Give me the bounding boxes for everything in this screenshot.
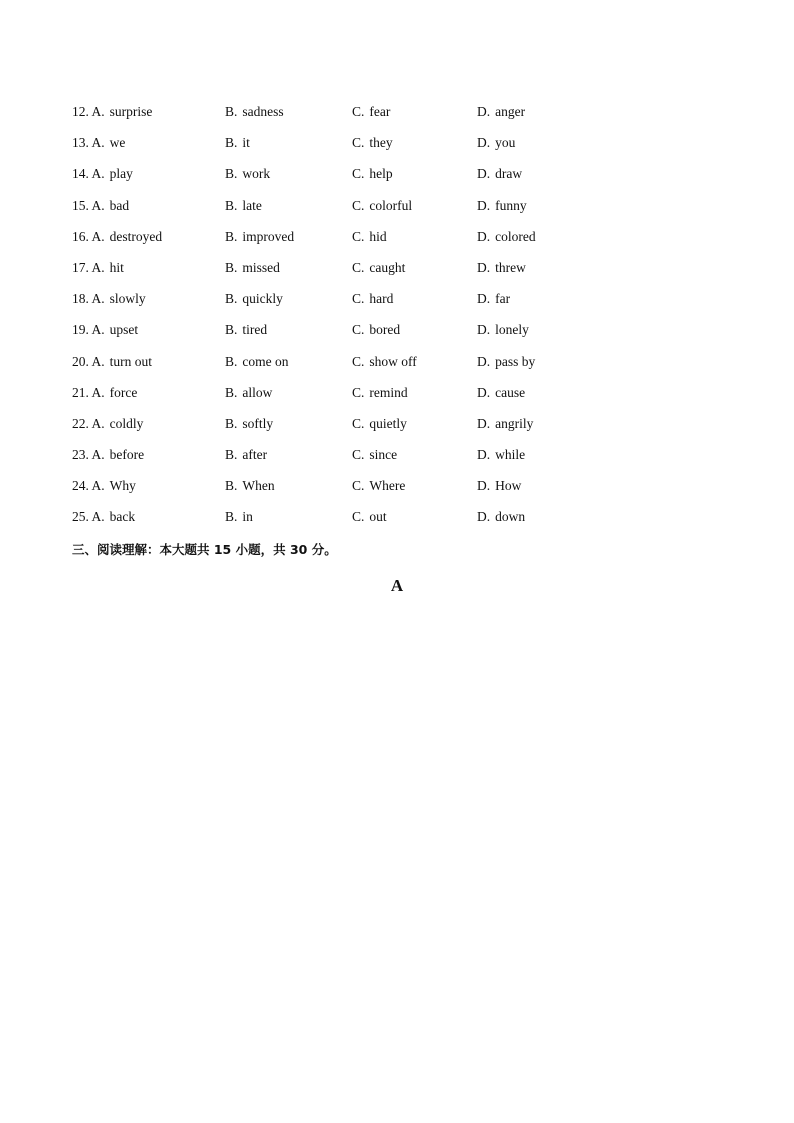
option-c [352, 446, 397, 464]
option-a [72, 477, 136, 495]
option-d [477, 259, 526, 277]
option-text: softly [242, 415, 274, 431]
option-letter: B. [225, 415, 238, 431]
option-b [225, 508, 253, 526]
question-row [72, 446, 712, 477]
option-c [352, 259, 405, 277]
option-letter: A. [91, 259, 105, 275]
option-d [477, 197, 527, 215]
option-text: turn out [109, 353, 153, 369]
option-d [477, 321, 529, 339]
option-letter: A. [91, 447, 105, 463]
option-text: missed [242, 259, 280, 275]
option-text: colorful [369, 197, 413, 213]
question-number: 19. [72, 322, 89, 338]
option-letter: A. [91, 384, 105, 400]
option-letter: B. [225, 166, 238, 182]
question-row [72, 321, 712, 352]
question-number: 13. [72, 135, 89, 151]
question-number: 20. [72, 353, 89, 369]
question-number: 14. [72, 166, 89, 182]
option-text: play [109, 166, 133, 182]
option-text: colored [495, 228, 536, 244]
option-b [225, 384, 272, 402]
option-a [72, 508, 135, 526]
option-b [225, 353, 289, 371]
question-row [72, 165, 712, 196]
option-d [477, 228, 536, 246]
option-c [352, 353, 417, 371]
option-letter: D. [477, 353, 491, 369]
question-row [72, 477, 712, 508]
section-heading: 三、阅读理解：本大题共 15 小题，共 30 分。 [72, 542, 337, 557]
option-a [72, 134, 125, 152]
option-d [477, 477, 521, 495]
option-letter: C. [352, 228, 365, 244]
option-c [352, 228, 387, 246]
option-a [72, 321, 138, 339]
option-text: remind [369, 384, 408, 400]
option-b [225, 165, 270, 183]
option-letter: D. [477, 291, 491, 307]
option-text: caught [369, 259, 406, 275]
option-letter: C. [352, 353, 365, 369]
option-text: help [369, 166, 393, 182]
option-letter: D. [477, 478, 491, 494]
option-b [225, 103, 284, 121]
option-letter: C. [352, 478, 365, 494]
option-text: since [369, 447, 398, 463]
option-letter: C. [352, 415, 365, 431]
option-text: they [369, 135, 393, 151]
option-c [352, 477, 405, 495]
option-text: anger [495, 104, 526, 119]
option-letter: B. [225, 291, 238, 307]
option-text: hid [369, 228, 387, 244]
option-b [225, 477, 275, 495]
option-text: before [109, 447, 145, 463]
option-a [72, 290, 146, 308]
option-letter: B. [225, 447, 238, 463]
option-text: it [242, 135, 250, 151]
option-text: pass by [495, 353, 536, 369]
option-letter: D. [477, 447, 491, 463]
question-row [72, 259, 712, 290]
option-d [477, 103, 525, 121]
question-number: 23. [72, 447, 89, 463]
passage-label: A [390, 576, 404, 595]
option-text: you [495, 135, 516, 151]
question-number: 17. [72, 259, 89, 275]
option-letter: B. [225, 509, 238, 525]
option-text: angrily [495, 415, 534, 431]
option-text: back [109, 509, 136, 525]
option-b [225, 259, 280, 277]
option-letter: A. [91, 197, 105, 213]
option-c [352, 384, 408, 402]
option-text: sadness [242, 104, 284, 119]
option-text: late [242, 197, 262, 213]
option-letter: B. [225, 353, 238, 369]
option-letter: A. [91, 166, 105, 182]
option-d [477, 134, 515, 152]
option-text: force [109, 384, 138, 400]
option-a [72, 165, 133, 183]
question-row [72, 384, 712, 415]
question-row [72, 197, 712, 228]
option-text: destroyed [109, 228, 163, 244]
option-b [225, 228, 294, 246]
option-text: lonely [495, 322, 529, 338]
option-text: hard [369, 291, 394, 307]
option-c [352, 508, 387, 526]
option-letter: C. [352, 259, 365, 275]
option-text: show off [369, 353, 417, 369]
option-letter: A. [91, 415, 105, 431]
option-d [477, 415, 533, 433]
option-text: come on [242, 353, 289, 369]
option-letter: D. [477, 104, 491, 119]
question-row [72, 353, 712, 384]
option-letter: A. [91, 291, 105, 307]
option-text: improved [242, 228, 295, 244]
question-row [72, 508, 712, 539]
option-text: hit [109, 259, 124, 275]
option-letter: D. [477, 509, 491, 525]
option-letter: C. [352, 166, 365, 182]
option-c [352, 134, 393, 152]
question-row [72, 290, 712, 321]
option-letter: A. [91, 135, 105, 151]
question-row [72, 103, 712, 134]
question-number: 24. [72, 478, 89, 494]
option-d [477, 446, 525, 464]
option-text: while [495, 447, 526, 463]
question-number: 12. [72, 104, 89, 119]
option-letter: D. [477, 415, 491, 431]
option-letter: C. [352, 197, 365, 213]
option-b [225, 446, 267, 464]
option-c [352, 197, 412, 215]
question-row [72, 228, 712, 259]
option-letter: B. [225, 259, 238, 275]
option-letter: D. [477, 166, 491, 182]
option-b [225, 197, 262, 215]
option-text: we [109, 135, 126, 151]
option-letter: C. [352, 104, 365, 119]
option-a [72, 228, 162, 246]
option-d [477, 165, 522, 183]
option-a [72, 353, 152, 371]
option-text: funny [495, 197, 527, 213]
option-a [72, 103, 152, 121]
option-text: work [242, 166, 271, 182]
option-letter: A. [91, 509, 105, 525]
option-text: slowly [109, 291, 146, 307]
question-number: 18. [72, 291, 89, 307]
option-c [352, 321, 400, 339]
option-letter: B. [225, 322, 238, 338]
question-number: 15. [72, 197, 89, 213]
question-number: 21. [72, 384, 89, 400]
option-letter: D. [477, 228, 491, 244]
option-text: Why [109, 478, 136, 494]
option-text: draw [495, 166, 523, 182]
option-d [477, 384, 525, 402]
options-list [72, 103, 712, 540]
option-text: in [242, 509, 253, 525]
option-text: bad [109, 197, 130, 213]
option-text: out [369, 509, 387, 525]
option-letter: C. [352, 135, 365, 151]
option-text: coldly [109, 415, 144, 431]
option-text: tired [242, 322, 268, 338]
option-letter: C. [352, 384, 365, 400]
option-b [225, 415, 273, 433]
option-c [352, 165, 393, 183]
option-d [477, 353, 535, 371]
option-d [477, 290, 510, 308]
option-text: bored [369, 322, 401, 338]
option-a [72, 446, 144, 464]
option-letter: C. [352, 509, 365, 525]
option-a [72, 384, 137, 402]
option-letter: D. [477, 197, 491, 213]
option-letter: B. [225, 104, 238, 119]
question-row [72, 134, 712, 165]
question-number: 16. [72, 228, 89, 244]
option-text: How [495, 478, 522, 494]
option-c [352, 103, 390, 121]
option-a [72, 197, 129, 215]
question-row [72, 415, 712, 446]
option-letter: C. [352, 447, 365, 463]
option-text: after [242, 447, 268, 463]
option-letter: D. [477, 384, 491, 400]
option-b [225, 321, 267, 339]
option-b [225, 290, 283, 308]
option-letter: B. [225, 228, 238, 244]
question-number: 22. [72, 415, 89, 431]
option-text: upset [109, 322, 139, 338]
option-text: quietly [369, 415, 407, 431]
option-a [72, 415, 143, 433]
option-a [72, 259, 124, 277]
option-letter: A. [91, 322, 105, 338]
option-letter: B. [225, 478, 238, 494]
option-text: threw [495, 259, 526, 275]
option-c [352, 415, 407, 433]
option-letter: C. [352, 322, 365, 338]
option-text: fear [369, 104, 391, 119]
option-d [477, 508, 525, 526]
option-letter: A. [91, 478, 105, 494]
option-letter: D. [477, 322, 491, 338]
option-letter: A. [91, 353, 105, 369]
option-letter: B. [225, 135, 238, 151]
option-letter: D. [477, 259, 491, 275]
option-letter: B. [225, 384, 238, 400]
option-b [225, 134, 250, 152]
option-text: Where [369, 478, 406, 494]
option-letter: C. [352, 291, 365, 307]
option-c [352, 290, 393, 308]
option-text: surprise [109, 104, 153, 119]
option-text: allow [242, 384, 273, 400]
option-letter: A. [91, 104, 105, 119]
question-number: 25. [72, 509, 89, 525]
option-text: down [495, 509, 526, 525]
option-text: quickly [242, 291, 283, 307]
option-letter: A. [91, 228, 105, 244]
option-letter: D. [477, 135, 491, 151]
option-letter: B. [225, 197, 238, 213]
option-text: cause [495, 384, 526, 400]
option-text: far [495, 291, 511, 307]
option-text: When [242, 478, 275, 494]
